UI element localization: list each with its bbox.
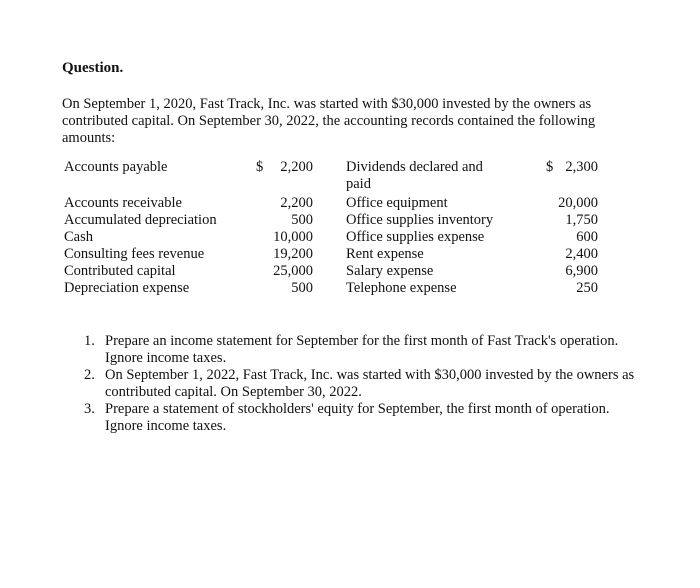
intro-paragraph: On September 1, 2020, Fast Track, Inc. was started with $30,000 invested by the owners as contributed capital. On September 30, 2022, the accounting records contained the following amounts:: [62, 96, 596, 146]
task-text: Prepare an income statement for September for the first month of Fast Track's operation. Ignore income taxes.: [105, 333, 619, 366]
account-amount: 2,400: [565, 246, 598, 262]
account-amount: 600: [576, 229, 598, 245]
account-label: Office supplies expense: [346, 229, 485, 245]
account-label: Rent expense: [346, 246, 424, 262]
account-amount: 500: [291, 280, 313, 296]
account-amount: 2,200: [280, 159, 313, 175]
currency-symbol: $: [546, 159, 554, 175]
account-label: Accounts payable: [64, 159, 168, 175]
task-number: 1.: [84, 333, 95, 349]
account-amount: 20,000: [558, 195, 598, 211]
account-label: Consulting fees revenue: [64, 246, 205, 262]
account-label-continued: paid: [346, 176, 371, 192]
account-label: Depreciation expense: [64, 280, 190, 296]
task-text: Prepare a statement of stockholders' equity for September, the first month of operation. Ignore income taxes.: [105, 401, 610, 434]
account-label: Cash: [64, 229, 93, 245]
task-number: 3.: [84, 401, 95, 417]
account-label: Accumulated depreciation: [64, 212, 217, 228]
account-amount: 10,000: [273, 229, 313, 245]
account-amount: 250: [576, 280, 598, 296]
task-item: [84, 367, 644, 401]
account-label: Dividends declared and: [346, 159, 483, 175]
account-amount: 1,750: [565, 212, 598, 228]
question-heading: Question.: [62, 60, 124, 76]
task-item: [84, 333, 644, 367]
account-label: Office supplies inventory: [346, 212, 494, 228]
task-number: 2.: [84, 367, 95, 383]
task-list: [84, 333, 644, 435]
account-amount: 25,000: [273, 263, 313, 279]
account-label: Salary expense: [346, 263, 434, 279]
account-label: Contributed capital: [64, 263, 176, 279]
account-amount: 2,200: [280, 195, 313, 211]
account-label: Accounts receivable: [64, 195, 182, 211]
account-amount: 500: [291, 212, 313, 228]
account-amount: 2,300: [565, 159, 598, 175]
account-amount: 19,200: [273, 246, 313, 262]
task-text: On September 1, 2022, Fast Track, Inc. was started with $30,000 invested by the owners as contributed capital. On September 30, 2022.: [105, 367, 635, 400]
currency-symbol: $: [256, 159, 264, 175]
account-label: Office equipment: [346, 195, 448, 211]
account-label: Telephone expense: [346, 280, 457, 296]
account-amount: 6,900: [565, 263, 598, 279]
task-item: [84, 401, 644, 435]
